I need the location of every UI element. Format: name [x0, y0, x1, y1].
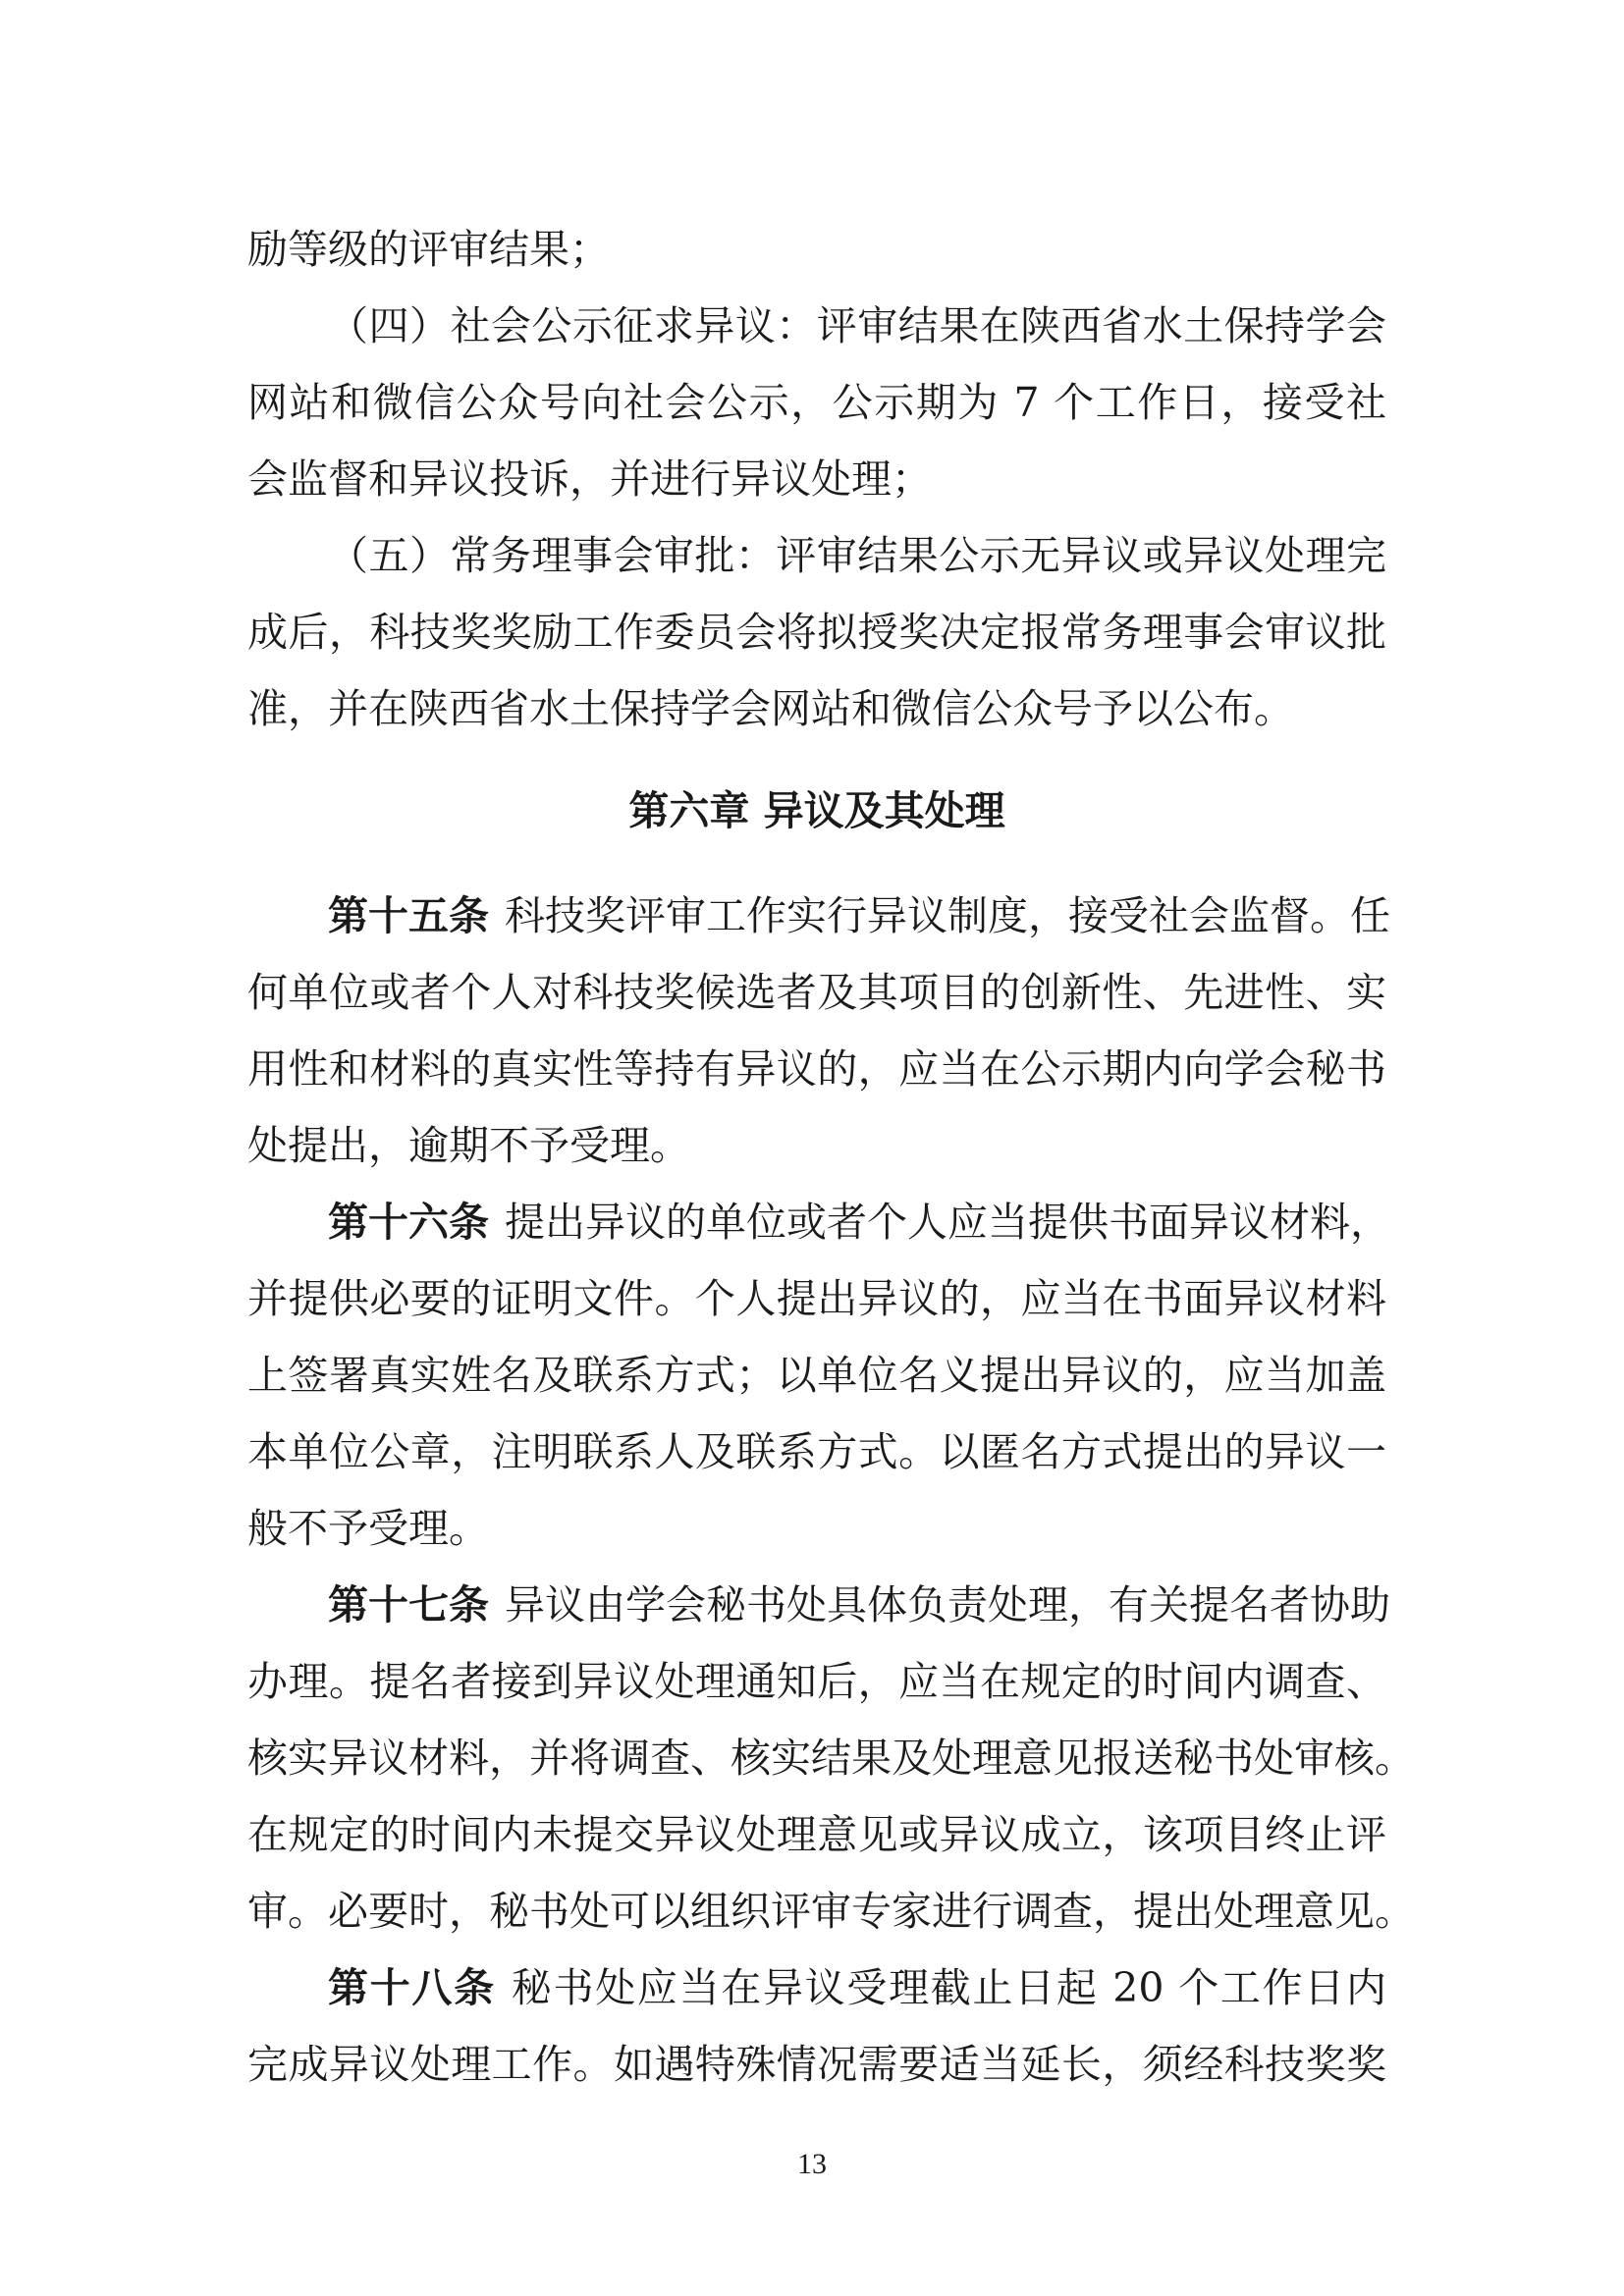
article-label: 第十六条: [328, 1199, 489, 1246]
article-first-line: [247, 1184, 1390, 1260]
article-label: 第十八条: [328, 1964, 496, 2011]
paragraph-line: 在规定的时间内未提交异议处理意见或异议成立，该项目终止评: [247, 1811, 1386, 1858]
paragraph-line: 处提出，逾期不予受理。: [247, 1122, 690, 1169]
chapter-title: 第六章 异议及其处理: [628, 787, 1005, 834]
article-label: 第十七条: [328, 1581, 489, 1629]
article-first-line: [247, 878, 1390, 954]
paragraph-line: 上签署真实姓名及联系方式；以单位名义提出异议的，应当加盖: [247, 1352, 1386, 1399]
step-five-paragraph: [247, 517, 1386, 747]
paragraph-line: 本单位公章，注明联系人及联系方式。以匿名方式提出的异议一: [247, 1428, 1386, 1475]
paragraph-line: 成后，科技奖奖励工作委员会将拟授奖决定报常务理事会审议批: [247, 609, 1386, 656]
paragraph-line: 并提供必要的证明文件。个人提出异议的，应当在书面异议材料: [247, 1275, 1386, 1322]
paragraph-line: 用性和材料的真实性等持有异议的，应当在公示期内向学会秘书: [247, 1045, 1386, 1093]
article-label: 第十五条: [328, 892, 489, 939]
paragraph-line: 网站和微信公众号向社会公示，公示期为 7 个工作日，接受社: [247, 379, 1386, 426]
paragraph-line: 会监督和异议投诉，并进行异议处理；: [247, 455, 932, 503]
paragraph-line: 审。必要时，秘书处可以组织评审专家进行调查，提出处理意见。: [247, 1888, 1415, 1935]
article-first-line: [247, 1949, 1386, 2026]
paragraph-line: 般不予受理。: [247, 1505, 489, 1552]
paragraph-line: （五）常务理事会审批：评审结果公示无异议或异议处理完: [328, 532, 1386, 579]
intro-line: 励等级的评审结果；: [247, 226, 610, 273]
page-number: 13: [797, 2148, 827, 2180]
step-four-paragraph: [247, 288, 1386, 517]
article-first-line: [247, 1567, 1390, 1643]
paragraph-line: 完成异议处理工作。如遇特殊情况需要适当延长，须经科技奖奖: [247, 2041, 1386, 2088]
paragraph-line: （四）社会公示征求异议：评审结果在陕西省水土保持学会: [328, 302, 1386, 349]
article-first-text: 异议由学会秘书处具体负责处理，有关提名者协助: [505, 1581, 1390, 1629]
article-18: [247, 1949, 1386, 2103]
paragraph-line: 办理。提名者接到异议处理通知后，应当在规定的时间内调查、: [247, 1658, 1386, 1705]
article-16: [247, 1184, 1390, 1567]
paragraph-line: 核实异议材料，并将调查、核实结果及处理意见报送秘书处审核。: [247, 1735, 1415, 1782]
document-body: [247, 211, 1415, 2103]
article-15: [247, 878, 1390, 1184]
article-first-text: 科技奖评审工作实行异议制度，接受社会监督。任: [505, 892, 1390, 939]
paragraph-line: 何单位或者个人对科技奖候选者及其项目的创新性、先进性、实: [247, 969, 1386, 1016]
article-first-text: 秘书处应当在异议受理截止日起 20 个工作日内: [511, 1964, 1387, 2011]
paragraph-line: 准，并在陕西省水土保持学会网站和微信公众号予以公布。: [247, 685, 1294, 732]
article-first-text: 提出异议的单位或者个人应当提供书面异议材料，: [505, 1199, 1390, 1246]
article-17: [247, 1567, 1415, 1949]
